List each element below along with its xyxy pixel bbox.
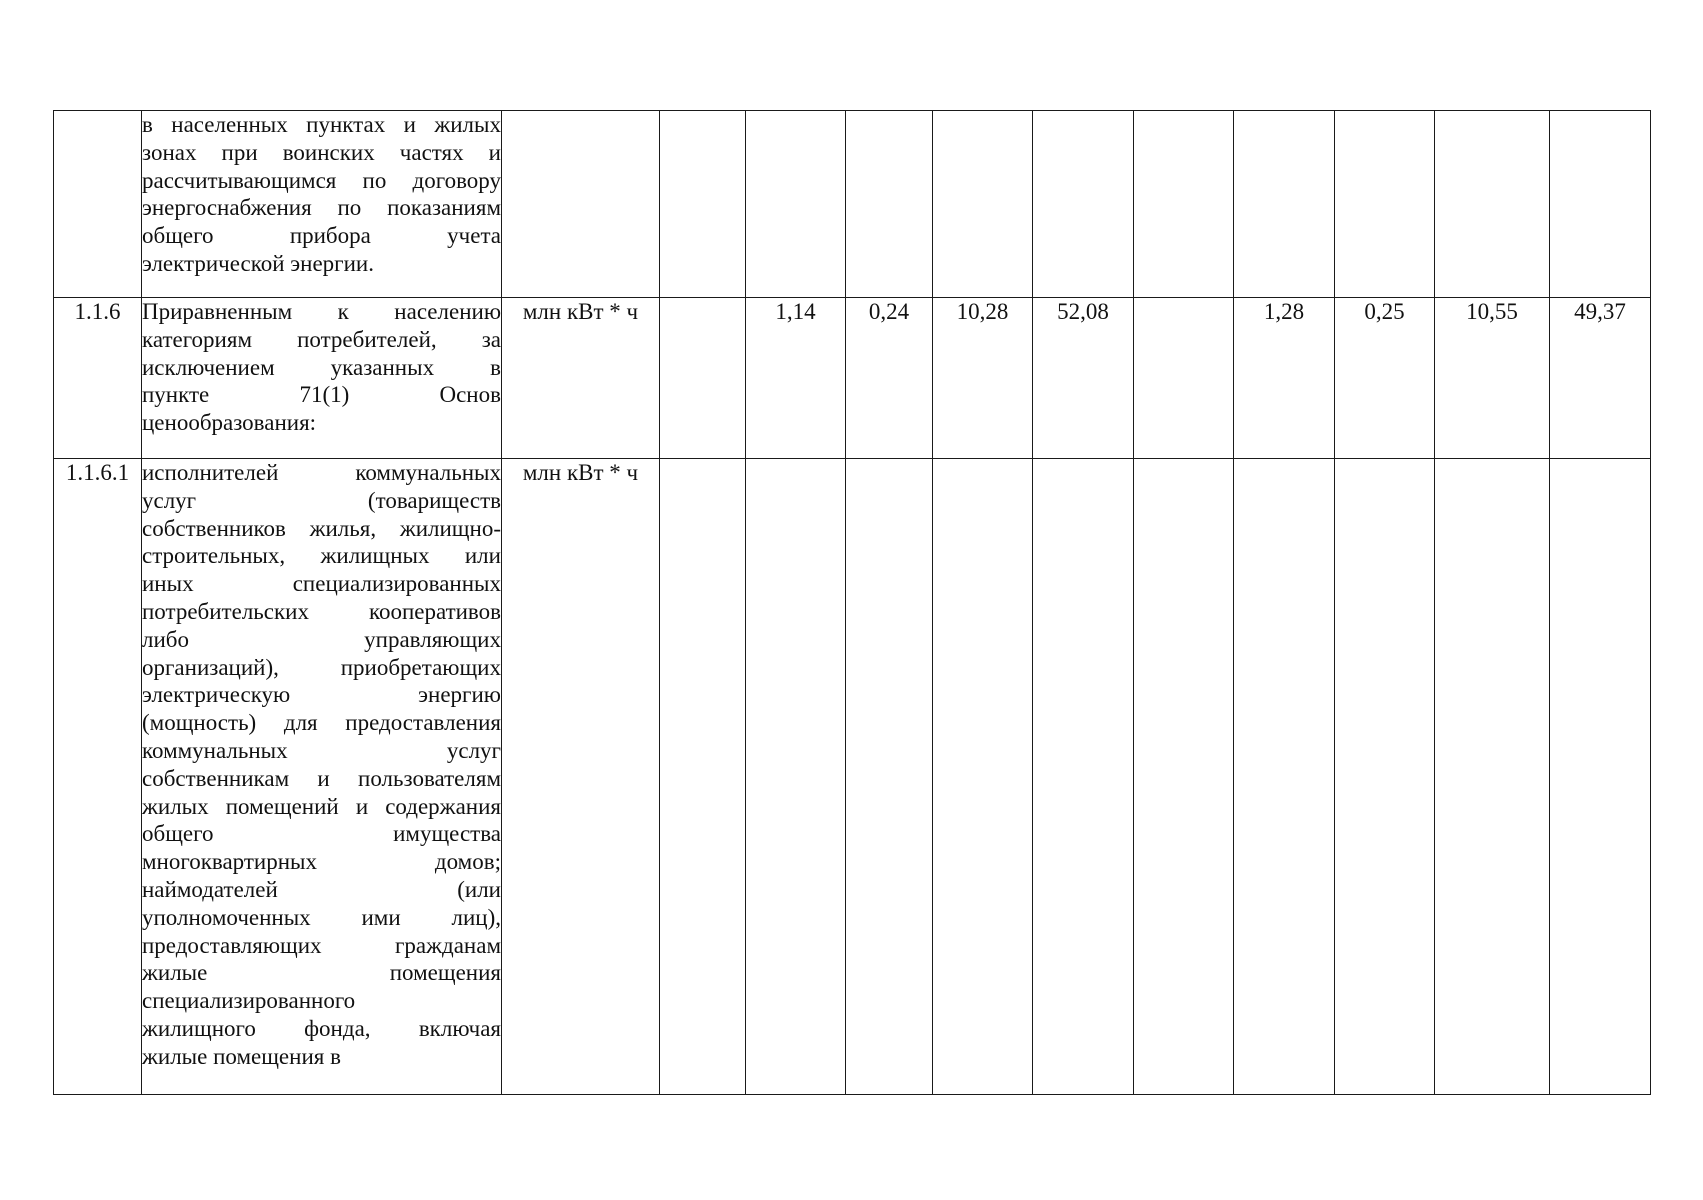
row-unit bbox=[502, 111, 660, 298]
table-row bbox=[54, 111, 1651, 298]
name-line: услуг (товариществ bbox=[142, 487, 501, 513]
name-line: специализированного bbox=[142, 988, 356, 1014]
row-number bbox=[54, 111, 142, 298]
tariff-table bbox=[53, 110, 1651, 1095]
value-cell bbox=[660, 111, 746, 298]
value-cell: 0,24 bbox=[846, 298, 933, 459]
row-name bbox=[142, 298, 502, 459]
value-cell: 10,28 bbox=[933, 298, 1033, 459]
value-cell bbox=[933, 459, 1033, 1095]
name-line: электрической энергии. bbox=[142, 250, 374, 276]
value-cell bbox=[1550, 459, 1651, 1095]
value-cell: 49,37 bbox=[1550, 298, 1651, 459]
value-cell: 0,25 bbox=[1335, 298, 1435, 459]
value-cell: 52,08 bbox=[1033, 298, 1134, 459]
value-cell bbox=[1435, 459, 1550, 1095]
name-line: организаций), приобретающих bbox=[142, 654, 501, 680]
value-cell bbox=[746, 111, 846, 298]
name-line: жилищного фонда, включая bbox=[142, 1015, 501, 1041]
name-line: в населенных пунктах и жилых bbox=[142, 112, 501, 137]
value-cell: 10,55 bbox=[1435, 298, 1550, 459]
name-line: Приравненным к населению bbox=[142, 299, 501, 324]
name-line: потребительских кооперативов bbox=[142, 598, 501, 624]
name-line: собственников жилья, жилищно- bbox=[142, 515, 501, 541]
value-cell bbox=[1335, 459, 1435, 1095]
name-line: исключением указанных в bbox=[142, 354, 501, 380]
name-line: (мощность) для предоставления bbox=[142, 710, 501, 736]
row-number: 1.1.6.1 bbox=[54, 459, 142, 1095]
name-line: общего прибора учета bbox=[142, 223, 501, 249]
name-line: зонах при воинских частях и bbox=[142, 139, 501, 165]
value-cell bbox=[1134, 298, 1234, 459]
value-cell bbox=[1234, 111, 1335, 298]
value-cell: 1,28 bbox=[1234, 298, 1335, 459]
value-cell bbox=[1033, 459, 1134, 1095]
name-line: пункте 71(1) Основ bbox=[142, 382, 501, 408]
name-line: предоставляющих гражданам bbox=[142, 932, 501, 958]
row-name bbox=[142, 459, 502, 1095]
name-line: коммунальных услуг bbox=[142, 737, 501, 763]
name-line: уполномоченных ими лиц), bbox=[142, 904, 501, 930]
value-cell bbox=[846, 111, 933, 298]
name-line: жилые помещения в bbox=[142, 1043, 341, 1069]
value-cell bbox=[933, 111, 1033, 298]
name-line: жилых помещений и содержания bbox=[142, 793, 501, 819]
value-cell bbox=[1550, 111, 1651, 298]
row-name bbox=[142, 111, 502, 298]
table-row bbox=[54, 298, 1651, 459]
value-cell bbox=[1134, 111, 1234, 298]
name-line: рассчитывающимся по договору bbox=[142, 167, 501, 193]
name-line: категориям потребителей, за bbox=[142, 326, 501, 352]
name-line: иных специализированных bbox=[142, 571, 501, 597]
row-number: 1.1.6 bbox=[54, 298, 142, 459]
name-line: строительных, жилищных или bbox=[142, 543, 501, 569]
name-line: ценообразования: bbox=[142, 410, 317, 436]
value-cell bbox=[1033, 111, 1134, 298]
name-line: либо управляющих bbox=[142, 626, 501, 652]
value-cell bbox=[660, 298, 746, 459]
name-line: многоквартирных домов; bbox=[142, 849, 501, 875]
row-unit: млн кВт * ч bbox=[502, 459, 660, 1095]
name-line: энергоснабжения по показаниям bbox=[142, 195, 501, 221]
value-cell bbox=[1234, 459, 1335, 1095]
value-cell bbox=[1335, 111, 1435, 298]
row-unit: млн кВт * ч bbox=[502, 298, 660, 459]
table-row bbox=[54, 459, 1651, 1095]
name-line: исполнителей коммунальных bbox=[142, 460, 501, 485]
name-line: электрическую энергию bbox=[142, 682, 501, 708]
name-line: общего имущества bbox=[142, 821, 501, 847]
value-cell bbox=[660, 459, 746, 1095]
name-line: собственникам и пользователям bbox=[142, 765, 501, 791]
value-cell bbox=[746, 459, 846, 1095]
name-line: жилые помещения bbox=[142, 960, 501, 986]
name-line: наймодателей (или bbox=[142, 876, 501, 902]
value-cell: 1,14 bbox=[746, 298, 846, 459]
value-cell bbox=[1435, 111, 1550, 298]
value-cell bbox=[846, 459, 933, 1095]
value-cell bbox=[1134, 459, 1234, 1095]
